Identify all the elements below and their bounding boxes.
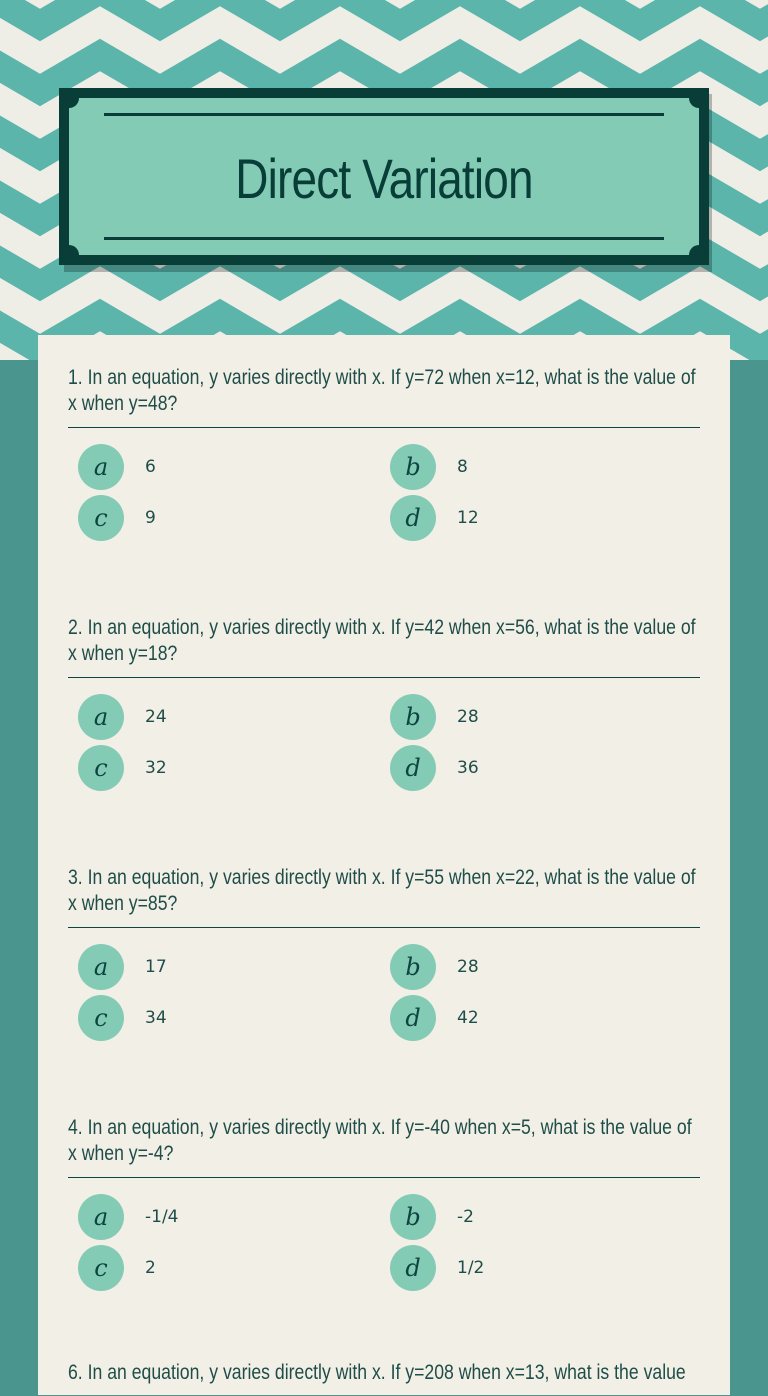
question-4 <box>68 1115 700 1294</box>
title-corner-top-right <box>689 88 709 108</box>
answer-value: 6 <box>145 457 156 477</box>
answer-grid <box>68 694 700 794</box>
answer-option-c[interactable] <box>78 1245 156 1291</box>
question-text: 4. In an equation, y varies directly with x. If y=-40 when x=5, what is the value of x when y=-4? <box>68 1116 692 1165</box>
answer-option-d[interactable] <box>390 1245 484 1291</box>
answer-letter-bubble: b <box>390 444 436 490</box>
answer-grid <box>68 1194 700 1294</box>
answer-letter-bubble: b <box>390 1194 436 1240</box>
page-title: Direct Variation <box>235 147 533 210</box>
answer-option-b[interactable] <box>390 1194 474 1240</box>
title-top-rule <box>104 113 664 116</box>
answer-value: 8 <box>457 457 468 477</box>
answer-value: 24 <box>145 707 167 727</box>
answer-letter-bubble: b <box>390 694 436 740</box>
answer-letter-bubble: c <box>78 495 124 541</box>
answer-letter-bubble: c <box>78 1245 124 1291</box>
question-text: 1. In an equation, y varies directly with x. If y=72 when x=12, what is the value of x when y=48? <box>68 366 696 415</box>
answer-option-c[interactable] <box>78 995 167 1041</box>
answer-letter-bubble: a <box>78 694 124 740</box>
question-6 <box>68 1360 700 1396</box>
answer-option-a[interactable] <box>78 694 167 740</box>
question-text: 3. In an equation, y varies directly with x. If y=55 when x=22, what is the value of x when y=85? <box>68 866 696 915</box>
answer-value: 34 <box>145 1008 167 1028</box>
answer-value: -1/4 <box>145 1207 179 1227</box>
title-bottom-rule <box>104 237 664 240</box>
answer-value: 28 <box>457 957 479 977</box>
title-corner-top-left <box>59 88 79 108</box>
answer-option-b[interactable] <box>390 444 468 490</box>
question-divider <box>68 677 700 678</box>
answer-option-b[interactable] <box>390 944 479 990</box>
answer-grid <box>68 444 700 544</box>
answer-value: 9 <box>145 508 156 528</box>
answer-option-c[interactable] <box>78 745 167 791</box>
question-1 <box>68 365 700 544</box>
question-divider <box>68 427 700 428</box>
title-corner-bottom-right <box>689 245 709 265</box>
answer-value: 36 <box>457 758 479 778</box>
answer-option-a[interactable] <box>78 1194 179 1240</box>
answer-value: 42 <box>457 1008 479 1028</box>
question-3 <box>68 865 700 1044</box>
answer-value: 32 <box>145 758 167 778</box>
answer-value: -2 <box>457 1207 474 1227</box>
answer-letter-bubble: d <box>390 745 436 791</box>
question-text: 6. In an equation, y varies directly with x. If y=208 when x=13, what is the value <box>68 1361 686 1384</box>
question-divider <box>68 1177 700 1178</box>
answer-option-d[interactable] <box>390 495 479 541</box>
answer-letter-bubble: c <box>78 745 124 791</box>
title-card <box>59 88 709 265</box>
question-2 <box>68 615 700 794</box>
answer-option-d[interactable] <box>390 995 479 1041</box>
answer-value: 1/2 <box>457 1258 485 1278</box>
answer-letter-bubble: c <box>78 995 124 1041</box>
answer-letter-bubble: d <box>390 1245 436 1291</box>
answer-value: 2 <box>145 1258 156 1278</box>
answer-letter-bubble: d <box>390 995 436 1041</box>
answer-option-c[interactable] <box>78 495 156 541</box>
answer-value: 17 <box>145 957 167 977</box>
answer-letter-bubble: a <box>78 944 124 990</box>
title-corner-bottom-left <box>59 245 79 265</box>
title-card-inner <box>69 98 699 255</box>
answer-value: 12 <box>457 508 479 528</box>
answer-value: 28 <box>457 707 479 727</box>
answer-option-a[interactable] <box>78 444 156 490</box>
question-text: 2. In an equation, y varies directly with x. If y=42 when x=56, what is the value of x when y=18? <box>68 616 696 665</box>
answer-letter-bubble: a <box>78 1194 124 1240</box>
worksheet-paper <box>38 335 730 1395</box>
answer-grid <box>68 944 700 1044</box>
answer-option-a[interactable] <box>78 944 167 990</box>
answer-option-d[interactable] <box>390 745 479 791</box>
answer-letter-bubble: a <box>78 444 124 490</box>
answer-letter-bubble: b <box>390 944 436 990</box>
answer-letter-bubble: d <box>390 495 436 541</box>
answer-option-b[interactable] <box>390 694 479 740</box>
question-divider <box>68 927 700 928</box>
